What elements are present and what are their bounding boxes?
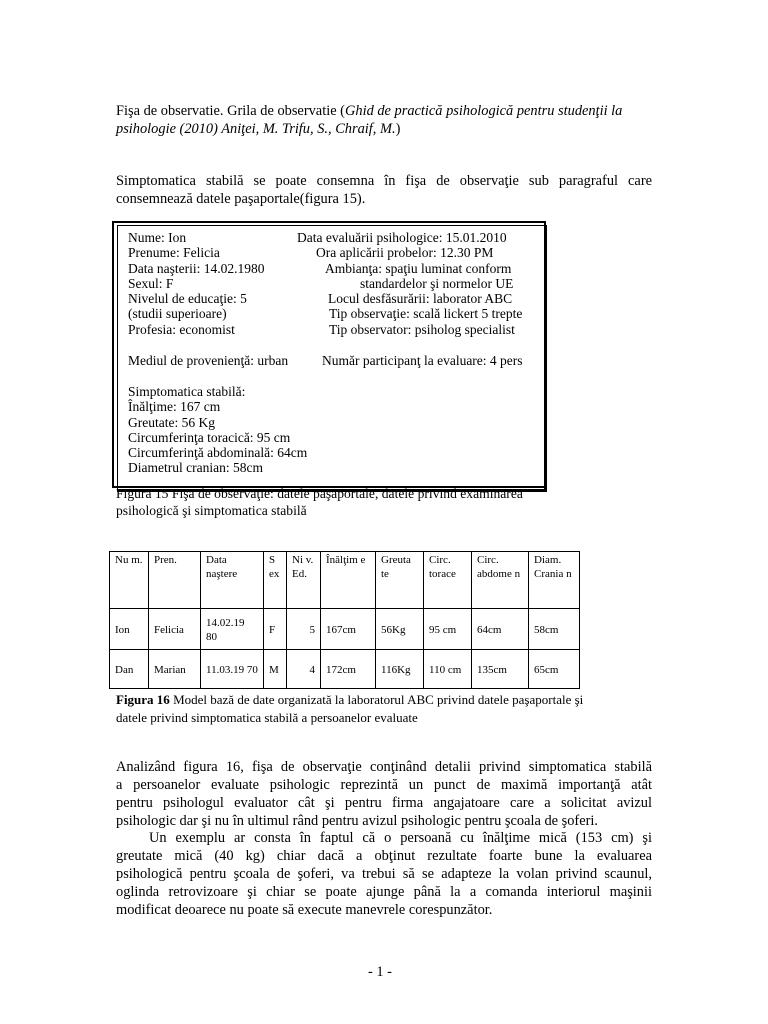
- table-cell: Felicia: [149, 609, 201, 650]
- form-left-5: (studii superioare): [128, 306, 227, 321]
- para3-line2: greutate mică (40 kg) chiar dacă a obţinut rezultate foarte bune la evaluarea: [116, 848, 652, 864]
- table-cell: Ion: [110, 609, 149, 650]
- intro-close: ): [395, 121, 401, 137]
- table-header-cell: Diam. Crania n: [529, 552, 580, 609]
- table-cell: Marian: [149, 650, 201, 689]
- table-cell: Dan: [110, 650, 149, 689]
- form-right-5: Tip observaţie: scală lickert 5 trepte: [329, 306, 523, 321]
- table-cell: 64cm: [472, 609, 529, 650]
- table-header-cell: Circ. torace: [424, 552, 472, 609]
- table-cell: 56Kg: [376, 609, 424, 650]
- page-number: - 1 -: [368, 964, 392, 980]
- intro-citation: Ghid de practică psihologică pentru studenţii la psihologie (2010) Aniţei, M. Trifu, S., Chraif, M.: [116, 103, 623, 137]
- form-right-0: Data evaluării psihologice: 15.01.2010: [297, 230, 507, 245]
- table-cell: 58cm: [529, 609, 580, 650]
- table-row: [110, 609, 580, 650]
- para3-line5: modificat deoarece nu poate să execute manevrele corespunzător.: [116, 902, 493, 918]
- caption15-line1: Figura 15 Fişa de observaţie: datele paşaportale, datele privind examinarea: [116, 486, 523, 501]
- table-header-cell: S ex: [264, 552, 287, 609]
- form-left-2: Data naşterii: 14.02.1980: [128, 261, 265, 276]
- form-symptoms-4: Circumferinţă abdominală: 64cm: [128, 445, 308, 460]
- caption16-line1: [116, 692, 583, 708]
- form-left-3: Sexul: F: [128, 276, 174, 291]
- form-symptoms-2: Greutate: 56 Kg: [128, 415, 215, 430]
- form-symptoms-5: Diametrul cranian: 58cm: [128, 460, 263, 475]
- caption16-label: Figura 16: [116, 692, 170, 707]
- form-mediu: Mediul de provenienţă: urban: [128, 353, 289, 368]
- database-table: [109, 551, 580, 689]
- table-header-cell: Data naştere: [201, 552, 264, 609]
- table-cell: 14.02.19 80: [201, 609, 264, 650]
- table-cell: 135cm: [472, 650, 529, 689]
- intro-plain: Fişa de observatie. Grila de observatie (: [116, 103, 345, 119]
- form-symptoms-3: Circumferinţa toracică: 95 cm: [128, 430, 291, 445]
- form-left-0: Nume: Ion: [128, 230, 187, 245]
- form-right-4: Locul desfăsurării: laborator ABC: [328, 291, 513, 306]
- form-right-2: Ambianţa: spaţiu luminat conform: [325, 261, 512, 276]
- form-left-6: Profesia: economist: [128, 322, 235, 337]
- table-header-row: [110, 552, 580, 609]
- table-cell: 65cm: [529, 650, 580, 689]
- para1-line2: consemnează datele paşaportale(figura 15).: [116, 191, 366, 207]
- form-right-1: Ora aplicării probelor: 12.30 PM: [316, 245, 494, 260]
- para2-line1: Analizând figura 16, fişa de observaţie conţinând detalii privind simptomatica stabilă: [116, 759, 652, 775]
- form-right-3: standardelor şi normelor UE: [360, 276, 514, 291]
- table-row: [110, 650, 580, 689]
- caption16-line2: datele privind simptomatica stabilă a persoanelor evaluate: [116, 710, 418, 725]
- table-cell: 5: [287, 609, 321, 650]
- para2-line4: psihologic dar şi nu în ultimul rând pentru avizul psihologic pentru şcoala de şoferi.: [116, 813, 598, 829]
- para3-line4: oglinda retrovizoare şi chiar se poate ajunge până la a comanda interiorul maşinii: [116, 884, 652, 900]
- table-cell: 172cm: [321, 650, 376, 689]
- intro-title: [116, 102, 652, 138]
- table-cell: 116Kg: [376, 650, 424, 689]
- form-left-1: Prenume: Felicia: [128, 245, 220, 260]
- form-numar: Număr participanţ la evaluare: 4 pers: [322, 353, 523, 368]
- caption16-text: Model bază de date organizată la laboratorul ABC privind datele paşaportale şi: [169, 692, 584, 707]
- table-cell: 167cm: [321, 609, 376, 650]
- form-symptoms-0: Simptomatica stabilă:: [128, 384, 246, 399]
- para2-line2: a persoanelor evaluate psihologic reprezintă un punct de maximă importanţă atât: [116, 777, 652, 793]
- para3-line3: psihologică pentru şcoala de şoferi, va trebui să se adapteze la volan privind scaunul,: [116, 866, 652, 882]
- table-cell: 11.03.19 70: [201, 650, 264, 689]
- table-cell: 110 cm: [424, 650, 472, 689]
- table-header-cell: Înălţim e: [321, 552, 376, 609]
- table-header-cell: Pren.: [149, 552, 201, 609]
- table-header-cell: Ni v. Ed.: [287, 552, 321, 609]
- table-cell: 4: [287, 650, 321, 689]
- table-header-cell: Circ. abdome n: [472, 552, 529, 609]
- table-header-cell: Greuta te: [376, 552, 424, 609]
- para2-line3: pentru psihologul evaluator cât şi pentru firma angajatoare care a solicitat avizul: [116, 795, 652, 811]
- table-cell: 95 cm: [424, 609, 472, 650]
- para3-line1: Un exemplu ar consta în faptul că o persoană cu înălţime mică (153 cm) şi: [149, 830, 652, 846]
- caption15-line2: psihologică şi simptomatica stabilă: [116, 503, 307, 518]
- form-right-6: Tip observator: psiholog specialist: [329, 322, 515, 337]
- para1-line1: Simptomatica stabilă se poate consemna în fişa de observaţie sub paragraful care: [116, 173, 652, 189]
- form-left-4: Nivelul de educaţie: 5: [128, 291, 247, 306]
- table-cell: F: [264, 609, 287, 650]
- table-header-cell: Nu m.: [110, 552, 149, 609]
- table-cell: M: [264, 650, 287, 689]
- form-symptoms-1: Înălţime: 167 cm: [128, 399, 221, 414]
